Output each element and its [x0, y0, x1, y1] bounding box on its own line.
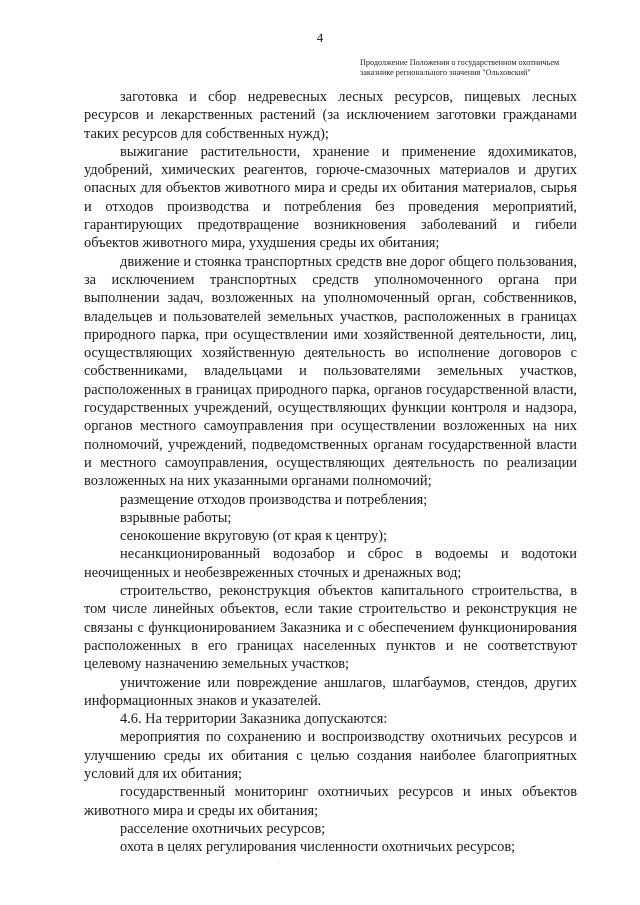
running-header: [360, 58, 592, 78]
paragraph: строительство, реконструкция объектов капитального строительства, в том числе линейных объектов, если такие строительство и реконструкция не связаны с функционированием Заказника и с обеспечением функционирования расположенных в его границах населенных пунктов и не соответствуют целевому назначению земельных участков;: [84, 583, 577, 673]
section-heading: 4.6. На территории Заказника допускаются:: [120, 711, 388, 728]
paragraph: государственный мониторинг охотничьих ресурсов и иных объектов животного мира и среды их обитания;: [84, 784, 577, 819]
paragraph: взрывные работы;: [120, 509, 232, 526]
document-body: [84, 88, 577, 856]
paragraph: уничтожение или повреждение аншлагов, шлагбаумов, стендов, других информационных знаков и указателей.: [84, 674, 577, 709]
paragraph: выжигание растительности, хранение и применение ядохимикатов, удобрений, химических реагентов, горюче-смазочных материалов и других опасных для объектов животного мира и среды их обитания материалов, сырья и отходов производства и потребления без проведения мероприятий, гарантирующих предотвращение возникновения заболеваний и гибели объектов животного мира, ухудшения среды их обитания;: [84, 143, 577, 252]
running-header-line-1: Продолжение Положения о государственном охотничьем: [360, 58, 560, 67]
paragraph: заготовка и сбор недревесных лесных ресурсов, пищевых лесных ресурсов и лекарственных растений (за исключением заготовки гражданами таких ресурсов для собственных нужд);: [84, 89, 577, 142]
scan-dot: ·: [278, 860, 280, 866]
paragraph: расселение охотничьих ресурсов;: [120, 820, 326, 837]
running-header-line-2: заказнике регионального значения "Ольховский": [360, 68, 531, 77]
paragraph: несанкционированный водозабор и сброс в водоемы и водотоки неочищенных и необезвреженных сточных и дренажных вод;: [84, 546, 577, 581]
paragraph: размещение отходов производства и потребления;: [120, 491, 428, 508]
paragraph: движение и стоянка транспортных средств вне дорог общего пользования, за исключением транспортных средств уполномоченного органа при выполнении задач, возложенных на уполномоченный орган, собственников, владельцев и пользователей земельных участков, расположенных в границах природного парка, при осуществлении ими хозяйственной деятельности, лиц, осуществляющих хозяйственную деятельность во исполнение договоров с собственниками, владельцами и пользователями земельных участков, расположенных в границах природного парка, органов государственной власти, государственных учреждений, осуществляющих функции контроля и надзора, органов местного самоуправления при осуществлении возложенных на них полномочий, учреждений, подведомственных органам государственной власти и местного самоуправления, осуществляющих деятельность по реализации возложенных на них указанными органами полномочий;: [84, 253, 577, 490]
paragraph: сенокошение вкруговую (от края к центру);: [120, 528, 388, 545]
page-number: 4: [316, 30, 324, 45]
paragraph: охота в целях регулирования численности охотничьих ресурсов;: [120, 839, 516, 856]
paragraph: мероприятия по сохранению и воспроизводству охотничьих ресурсов и улучшению среды их обитания с целью создания наиболее благоприятных условий для их обитания;: [84, 729, 577, 782]
